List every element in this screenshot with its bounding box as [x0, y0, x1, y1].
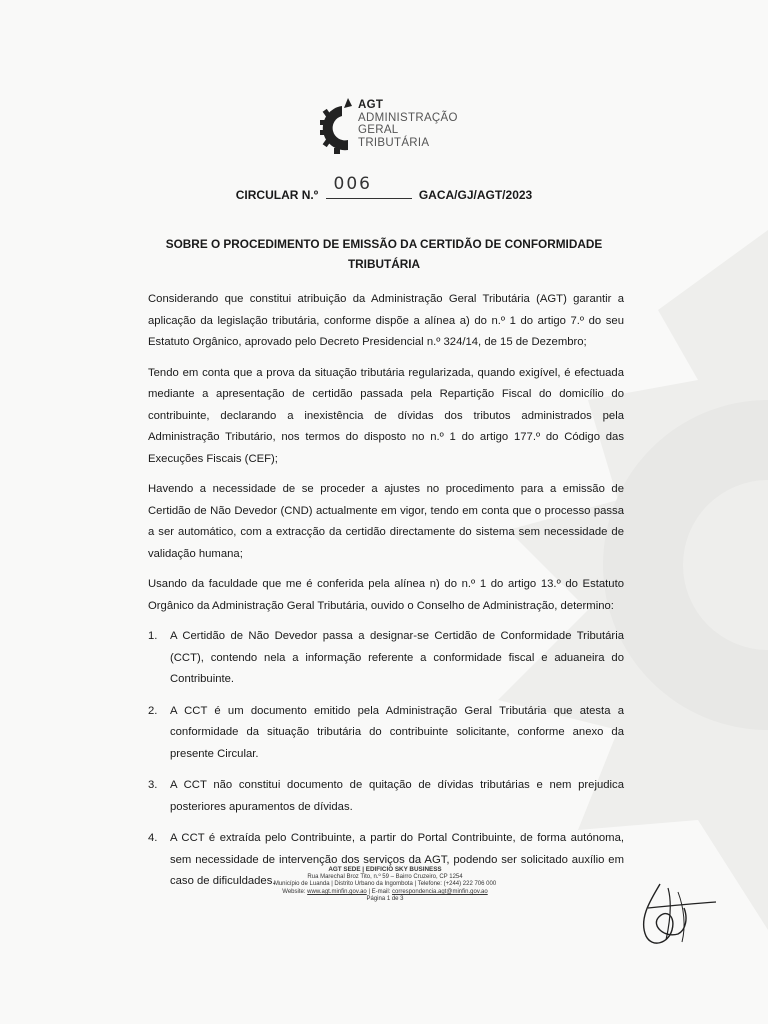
document-body — [148, 289, 624, 903]
document-title — [140, 234, 628, 274]
footer-email-link[interactable]: correspondencia.agt@minfin.gov.ao — [392, 888, 488, 895]
paragraph-considerando: Considerando que constitui atribuição da Administração Geral Tributária (AGT) garantir a aplicação da legislação tributária, conforme dispõe a alínea a) do n.º 1 do artigo 7.º do seu Estatuto Orgânico, aprovado pelo Decreto Presidencial n.º 324/14, de 15 de Dezembro; — [148, 293, 624, 348]
handwritten-signature-icon — [628, 878, 718, 950]
logo-line-agt: AGT — [358, 99, 384, 111]
paragraph-usando: Usando da faculdade que me é conferida pela alínea n) do n.º 1 do artigo 13.º do Estatuto Orgânico da Administração Geral Tributária, ouvido o Conselho de Administração, determino: — [148, 578, 624, 612]
list-item-text: A CCT é extraída pelo Contribuinte, a partir do Portal Contribuinte, de forma autónoma, sem necessidade de intervenção dos serviços da AGT, podendo ser solicitado auxílio em caso de dificuldades. — [170, 832, 624, 887]
logo-line-tributaria: TRIBUTÁRIA — [358, 136, 430, 149]
list-item — [148, 626, 624, 691]
logo-line-administracao: ADMINISTRAÇÃO — [358, 111, 458, 124]
list-item-text: A Certidão de Não Devedor passa a designar-se Certidão de Conformidade Tributária (CCT), contendo nela a informação referente a conformidade fiscal e aduaneira do Contribuinte. — [170, 630, 624, 685]
footer-page-number: Página 1 de 3 — [366, 896, 404, 903]
footer-website-label: Website: — [282, 888, 306, 895]
paragraph-havendo: Havendo a necessidade de se proceder a ajustes no procedimento para a emissão de Certidão de Não Devedor (CND) actualmente em vigor, tendo em conta que o processo passa a ser automático, com a extracção da certidão directamente do sistema sem necessidade de validação humana; — [148, 483, 624, 560]
list-item-number: 4. — [148, 832, 158, 844]
circular-suffix: GACA/GJ/AGT/2023 — [418, 188, 533, 202]
footer-office: AGT SEDE | EDIFICIO SKY BUSINESS — [328, 866, 442, 873]
agt-logo-text — [358, 99, 458, 149]
title-line-1: SOBRE O PROCEDIMENTO DE EMISSÃO DA CERTIDÃO DE CONFORMIDADE — [165, 237, 603, 251]
footer-email-label: | E-mail: — [368, 888, 391, 895]
determination-list — [148, 626, 624, 893]
circular-prefix: CIRCULAR N.º — [235, 188, 319, 202]
list-item-text: A CCT não constitui documento de quitação de dívidas tributárias e nem prejudica posteriores apuramentos de dívidas. — [170, 779, 624, 813]
circular-number-field — [326, 174, 412, 199]
list-item — [148, 701, 624, 766]
circular-handwritten-number: 006 — [333, 174, 372, 194]
paragraph-tendo-em-conta: Tendo em conta que a prova da situação tributária regularizada, quando exigível, é efectuada mediante a apresentação de certidão passada pela Repartição Fiscal do domicílio do contribuinte, declarando a inexistência de dívidas dos tributos administrados pela Administração Tributário, nos termos do disposto no n.º 1 do artigo 177.º do Código das Execuções Fiscais (CEF); — [148, 366, 624, 465]
list-item-number: 1. — [148, 630, 158, 642]
footer-contacts — [200, 889, 570, 897]
list-item — [148, 775, 624, 818]
footer-address: Rua Marechal Broz Tito, n.º 59 – Bairro Cruzeiro, CP 1254 — [307, 873, 463, 880]
logo-line-geral: GERAL — [358, 124, 399, 136]
footer-municipality: Município de Luanda | Distrito Urbano da Ingombota | Telefone: (+244) 222 706 000 — [273, 881, 497, 888]
document-footer — [200, 866, 570, 904]
agt-logo — [318, 96, 478, 158]
circular-number-line — [0, 174, 768, 202]
list-item-number: 2. — [148, 704, 158, 717]
list-item-text: A CCT é um documento emitido pela Administração Geral Tributária que atesta a conformidade da situação tributária do contribuinte solicitante, conforme anexo da presente Circular. — [170, 704, 624, 760]
footer-website-link[interactable]: www.agt.minfin.gov.ao — [307, 888, 367, 895]
title-line-2: TRIBUTÁRIA — [347, 257, 421, 271]
agt-gear-logo-icon — [318, 96, 354, 158]
list-item-number: 3. — [148, 779, 158, 791]
